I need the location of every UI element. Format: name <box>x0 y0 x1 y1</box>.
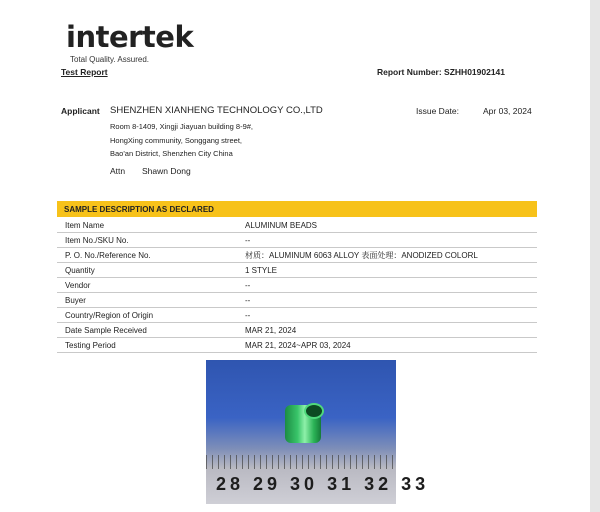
row-value: -- <box>237 308 537 323</box>
sample-section-header <box>57 201 537 217</box>
row-label: Item No./SKU No. <box>57 233 237 248</box>
table-row <box>57 293 537 308</box>
row-label: Date Sample Received <box>57 323 237 338</box>
table-row <box>57 278 537 293</box>
row-value: 材质：ALUMINUM 6063 ALLOY 表面处理：ANODIZED COLORL <box>237 248 537 263</box>
table-row <box>57 323 537 338</box>
report-number: Report Number: SZHH01902141 <box>377 67 506 77</box>
row-label: Testing Period <box>57 338 237 353</box>
issue-date-value: Apr 03, 2024 <box>483 106 532 116</box>
applicant-label: Applicant <box>61 106 100 116</box>
row-value: 1 STYLE <box>237 263 537 278</box>
address-line: Room 8-1409, Xingji Jiayuan building 8-9#, <box>110 122 254 131</box>
bead-hole <box>304 403 324 419</box>
address-line: Bao'an District, Shenzhen City China <box>110 149 233 158</box>
row-label: P. O. No./Reference No. <box>57 248 237 263</box>
attn-value: Shawn Dong <box>142 166 191 176</box>
address-line: HongXing community, Songgang street, <box>110 136 243 145</box>
issue-date-label: Issue Date: <box>416 106 459 116</box>
row-value: MAR 21, 2024 <box>237 323 537 338</box>
row-value: -- <box>237 293 537 308</box>
table-row <box>57 218 537 233</box>
row-value: MAR 21, 2024~APR 03, 2024 <box>237 338 537 353</box>
table-row <box>57 233 537 248</box>
row-label: Quantity <box>57 263 237 278</box>
row-label: Country/Region of Origin <box>57 308 237 323</box>
sample-photo <box>206 360 430 504</box>
page-edge <box>590 0 600 512</box>
row-value: -- <box>237 278 537 293</box>
ruler-ticks <box>206 455 396 469</box>
row-label: Buyer <box>57 293 237 308</box>
sample-section-title: SAMPLE DESCRIPTION AS DECLARED <box>64 205 214 214</box>
row-label: Item Name <box>57 218 237 233</box>
row-value: -- <box>237 233 537 248</box>
table-row <box>57 248 537 263</box>
row-label: Vendor <box>57 278 237 293</box>
table-row <box>57 308 537 323</box>
test-report-title: Test Report <box>61 67 108 77</box>
table-row <box>57 338 537 353</box>
row-value: ALUMINUM BEADS <box>237 218 537 233</box>
applicant-name: SHENZHEN XIANHENG TECHNOLOGY CO.,LTD <box>110 105 323 116</box>
sample-description-table <box>57 218 537 353</box>
table-row <box>57 263 537 278</box>
tagline: Total Quality. Assured. <box>70 55 149 64</box>
ruler-numbers: 28 29 30 31 32 33 <box>216 474 430 494</box>
attn-label: Attn <box>110 166 126 176</box>
intertek-logo: intertek <box>66 20 194 54</box>
